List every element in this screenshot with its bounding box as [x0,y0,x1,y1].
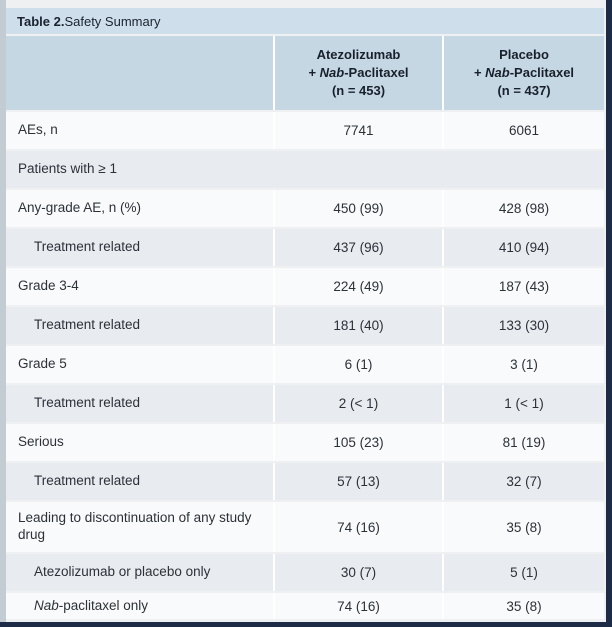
row-value-atezolizumab: 450 (99) [275,190,442,227]
table-title-text: Safety Summary [64,13,161,29]
table-row-treatment-related [6,385,604,422]
header-combo-line: + Nab-Paclitaxel [308,64,409,80]
row-value-placebo: 428 (98) [444,190,604,227]
table-row-serious [6,424,604,461]
row-label: Grade 3-4 [6,268,273,305]
right-edge-strip [606,0,612,627]
row-value-atezolizumab: 224 (49) [275,268,442,305]
table-row-grade-3-4 [6,268,604,305]
table-row-grade-5 [6,346,604,383]
row-label-italic-prefix: Nab [34,597,59,613]
table-row-atezolizumab-or-placebo-only [6,554,604,591]
table-row-nab-paclitaxel-only [6,593,604,619]
header-col-atezolizumab [275,36,442,110]
row-value-atezolizumab: 30 (7) [275,554,442,591]
row-value-atezolizumab: 105 (23) [275,424,442,461]
header-n-count: (n = 453) [331,83,386,99]
table-row-aes-n [6,112,604,149]
row-value-placebo: 1 (< 1) [444,385,604,422]
row-value-placebo: 3 (1) [444,346,604,383]
row-value-placebo: 35 (8) [444,502,604,552]
row-label: Treatment related [6,463,273,500]
safety-summary-table [6,8,604,619]
header-combo-line: + Nab-Paclitaxel [473,64,575,80]
row-value-placebo: 32 (7) [444,463,604,500]
section-label: Patients with ≥ 1 [6,151,604,188]
row-value-atezolizumab: 74 (16) [275,502,442,552]
bottom-edge-strip [0,622,612,627]
table-row-treatment-related [6,463,604,500]
table-row-discontinuation [6,502,604,552]
row-value-atezolizumab: 6 (1) [275,346,442,383]
row-value-placebo: 35 (8) [444,593,604,619]
row-label: Any-grade AE, n (%) [6,190,273,227]
row-value-placebo: 187 (43) [444,268,604,305]
row-label: Nab -paclitaxel only [6,593,273,619]
table-title [6,8,604,34]
row-value-atezolizumab: 7741 [275,112,442,149]
row-label: Treatment related [6,385,273,422]
table-title-number: Table 2. [17,13,65,29]
header-empty-cell [6,36,273,110]
row-value-placebo: 81 (19) [444,424,604,461]
row-value-atezolizumab: 57 (13) [275,463,442,500]
table-row-treatment-related [6,307,604,344]
row-value-atezolizumab: 74 (16) [275,593,442,619]
row-value-placebo: 133 (30) [444,307,604,344]
row-value-atezolizumab: 2 (< 1) [275,385,442,422]
row-label: AEs, n [6,112,273,149]
row-value-atezolizumab: 437 (96) [275,229,442,266]
header-col-placebo [444,36,604,110]
header-drug-name: Atezolizumab [316,46,401,62]
row-label: Atezolizumab or placebo only [6,554,273,591]
row-label: Treatment related [6,229,273,266]
header-n-count: (n = 437) [497,83,551,99]
row-value-placebo: 6061 [444,112,604,149]
header-drug-name: Placebo [499,46,549,62]
row-label: Treatment related [6,307,273,344]
row-value-atezolizumab: 181 (40) [275,307,442,344]
row-label: Leading to discontinuation of any study drug [6,502,273,552]
table-row-any-grade-ae [6,190,604,227]
row-value-placebo: 5 (1) [444,554,604,591]
table-section-row-patients-with [6,151,604,188]
row-label: Grade 5 [6,346,273,383]
table-row-treatment-related [6,229,604,266]
row-label: Serious [6,424,273,461]
table-body [6,36,604,619]
table-header-row [6,36,604,110]
row-value-placebo: 410 (94) [444,229,604,266]
